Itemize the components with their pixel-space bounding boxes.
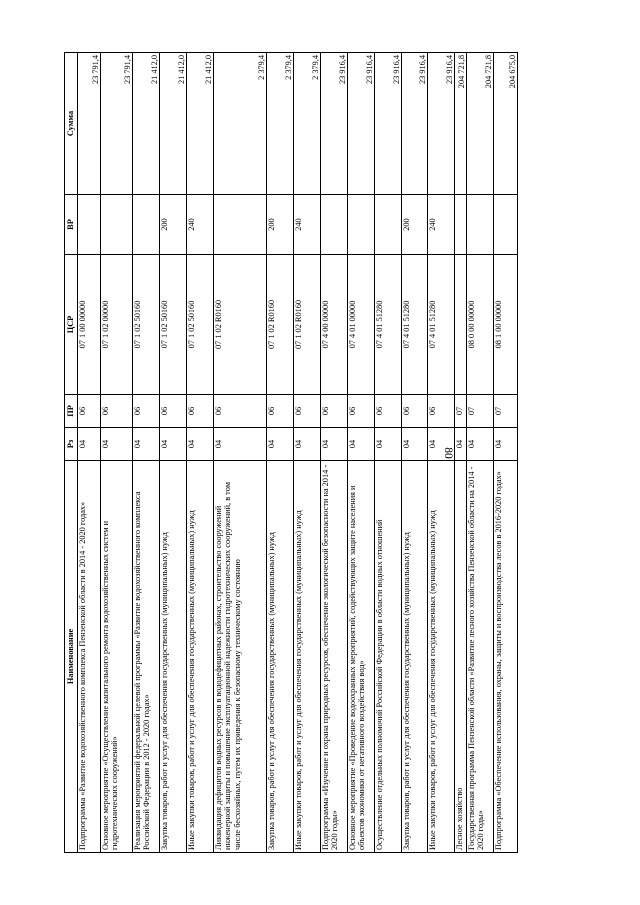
table-row [467, 53, 494, 853]
cell-rz: 04 [402, 428, 428, 461]
cell-pr: 07 [494, 395, 518, 428]
cell-pr: 06 [101, 395, 133, 428]
table-row [494, 53, 518, 853]
cell-pr: 06 [348, 395, 375, 428]
cell-sum: 2 379,4 [214, 53, 267, 195]
cell-name: Ликвидация дефицитов водных ресурсов в вододефицитных районах, строительство сооружений инженерной защиты и повышение эксплуатационной надежности гидротехнических сооружений, в том числе бесхозяйных, путем их приведения к безопасному техническому состоянию [214, 461, 267, 853]
cell-vr [494, 195, 518, 255]
cell-vr: 240 [187, 195, 214, 255]
cell-vr: 240 [428, 195, 455, 255]
cell-csr: 07 1 02 R0160 [267, 255, 294, 395]
cell-pr: 06 [78, 395, 101, 428]
table-row [455, 53, 467, 853]
cell-name: Лесное хозяйство [455, 461, 467, 853]
cell-vr [321, 195, 348, 255]
cell-sum: 2 379,4 [267, 53, 294, 195]
cell-rz: 04 [321, 428, 348, 461]
header-name: Наименование [65, 461, 78, 853]
header-sum: Сумма [65, 53, 78, 195]
cell-csr: 08 1 00 00000 [494, 255, 518, 395]
cell-pr: 07 [455, 395, 467, 428]
cell-pr: 07 [467, 395, 494, 428]
page-number: 80 [442, 447, 454, 459]
cell-vr [467, 195, 494, 255]
cell-csr: 07 1 02 00000 [101, 255, 133, 395]
cell-rz: 04 [455, 428, 467, 461]
cell-name: Иные закупки товаров, работ и услуг для обеспечения государственных (муниципальных) нужд [187, 461, 214, 853]
cell-name: Иные закупки товаров, работ и услуг для обеспечения государственных (муниципальных) нужд [294, 461, 321, 853]
header-pr: ПР [65, 395, 78, 428]
cell-csr: 07 4 01 00000 [348, 255, 375, 395]
cell-csr: 07 4 01 51280 [375, 255, 402, 395]
table-row [267, 53, 294, 853]
cell-pr: 06 [133, 395, 160, 428]
cell-sum: 21 412,0 [160, 53, 187, 195]
cell-csr: 07 1 00 00000 [78, 255, 101, 395]
cell-rz: 04 [428, 428, 455, 461]
cell-vr: 200 [267, 195, 294, 255]
cell-rz: 04 [267, 428, 294, 461]
cell-csr [455, 255, 467, 395]
table-row [133, 53, 160, 853]
cell-rz: 04 [160, 428, 187, 461]
cell-rz: 04 [101, 428, 133, 461]
cell-name: Закупка товаров, работ и услуг для обеспечения государственных (муниципальных) нужд [160, 461, 187, 853]
cell-vr: 240 [294, 195, 321, 255]
cell-vr [214, 195, 267, 255]
cell-csr: 07 4 01 51280 [428, 255, 455, 395]
cell-sum: 23 916,4 [348, 53, 375, 195]
table-row [214, 53, 267, 853]
table-row [321, 53, 348, 853]
cell-pr: 06 [187, 395, 214, 428]
cell-sum: 21 412,0 [133, 53, 160, 195]
cell-vr [133, 195, 160, 255]
cell-rz: 04 [375, 428, 402, 461]
cell-pr: 06 [321, 395, 348, 428]
cell-sum: 204 675,0 [494, 53, 518, 195]
cell-sum: 23 916,4 [375, 53, 402, 195]
cell-pr: 06 [160, 395, 187, 428]
cell-sum: 23 916,4 [402, 53, 428, 195]
cell-name: Подпрограмма «Развитие водохозяйственного комплекса Пензенской области в 2014 - 2020 годах» [78, 461, 101, 853]
cell-name: Подпрограмма «Изучение и охрана природных ресурсов, обеспечение экологической безопасности на 2014 - 2020 годы» [321, 461, 348, 853]
cell-sum: 23 916,4 [321, 53, 348, 195]
cell-name: Государственная программа Пензенской области «Развитие лесного хозяйства Пензенской области на 2014 - 2020 годы» [467, 461, 494, 853]
header-csr: ЦСР [65, 255, 78, 395]
cell-pr: 06 [428, 395, 455, 428]
cell-rz: 04 [78, 428, 101, 461]
cell-pr: 06 [402, 395, 428, 428]
cell-csr: 07 1 02 R0160 [214, 255, 267, 395]
cell-pr: 06 [214, 395, 267, 428]
cell-vr [78, 195, 101, 255]
cell-csr: 07 4 00 00000 [321, 255, 348, 395]
cell-vr: 200 [160, 195, 187, 255]
table-row [348, 53, 375, 853]
cell-rz: 04 [294, 428, 321, 461]
cell-name: Закупка товаров, работ и услуг для обеспечения государственных (муниципальных) нужд [402, 461, 428, 853]
cell-csr: 07 1 02 50160 [160, 255, 187, 395]
table-row [428, 53, 455, 853]
cell-rz: 04 [467, 428, 494, 461]
header-rz: Рз [65, 428, 78, 461]
table-row [402, 53, 428, 853]
cell-rz: 04 [348, 428, 375, 461]
cell-csr: 07 1 02 50160 [187, 255, 214, 395]
cell-pr: 06 [267, 395, 294, 428]
cell-rz: 04 [494, 428, 518, 461]
cell-csr: 07 4 01 51280 [402, 255, 428, 395]
cell-vr [455, 195, 467, 255]
cell-name: Основное мероприятие «Проведение водоохранных мероприятий, содействующих защите населения и объектов экономики от негативного воздействия вод» [348, 461, 375, 853]
cell-sum: 204 721,8 [455, 53, 467, 195]
cell-rz: 04 [133, 428, 160, 461]
rotated-page-content [64, 53, 517, 853]
cell-sum: 23 916,4 [428, 53, 455, 195]
cell-name: Основное мероприятие «Осуществление капитального ремонта водохозяйственных систем и гидротехнических сооружений» [101, 461, 133, 853]
cell-vr: 200 [402, 195, 428, 255]
cell-name: Закупка товаров, работ и услуг для обеспечения государственных (муниципальных) нужд [267, 461, 294, 853]
cell-name: Иные закупки товаров, работ и услуг для обеспечения государственных (муниципальных) нужд [428, 461, 455, 853]
cell-sum: 23 791,4 [78, 53, 101, 195]
cell-pr: 06 [375, 395, 402, 428]
cell-csr: 07 1 02 R0160 [294, 255, 321, 395]
cell-vr [101, 195, 133, 255]
table-row [78, 53, 101, 853]
cell-sum: 204 721,8 [467, 53, 494, 195]
cell-vr [348, 195, 375, 255]
cell-pr: 06 [294, 395, 321, 428]
budget-table [64, 52, 518, 853]
cell-csr: 07 1 02 50160 [133, 255, 160, 395]
table-row [160, 53, 187, 853]
table-row [187, 53, 214, 853]
table-row [294, 53, 321, 853]
cell-name: Реализация мероприятий федеральной целевой программы «Развитие водохозяйственного комплекса Российской Федерации в 2012 - 2020 годах» [133, 461, 160, 853]
cell-sum: 21 412,0 [187, 53, 214, 195]
cell-rz: 04 [187, 428, 214, 461]
table-header-row [65, 53, 78, 853]
cell-vr [375, 195, 402, 255]
table-row [375, 53, 402, 853]
cell-sum: 2 379,4 [294, 53, 321, 195]
cell-name: Осуществление отдельных полномочий Российской Федерации в области водных отношений [375, 461, 402, 853]
header-vr: ВР [65, 195, 78, 255]
cell-rz: 04 [214, 428, 267, 461]
cell-csr: 08 0 00 00000 [467, 255, 494, 395]
table-row [101, 53, 133, 853]
cell-name: Подпрограмма «Обеспечение использования, охраны, защиты и воспроизводства лесов в 2016-2020 годах» [494, 461, 518, 853]
cell-sum: 23 791,4 [101, 53, 133, 195]
